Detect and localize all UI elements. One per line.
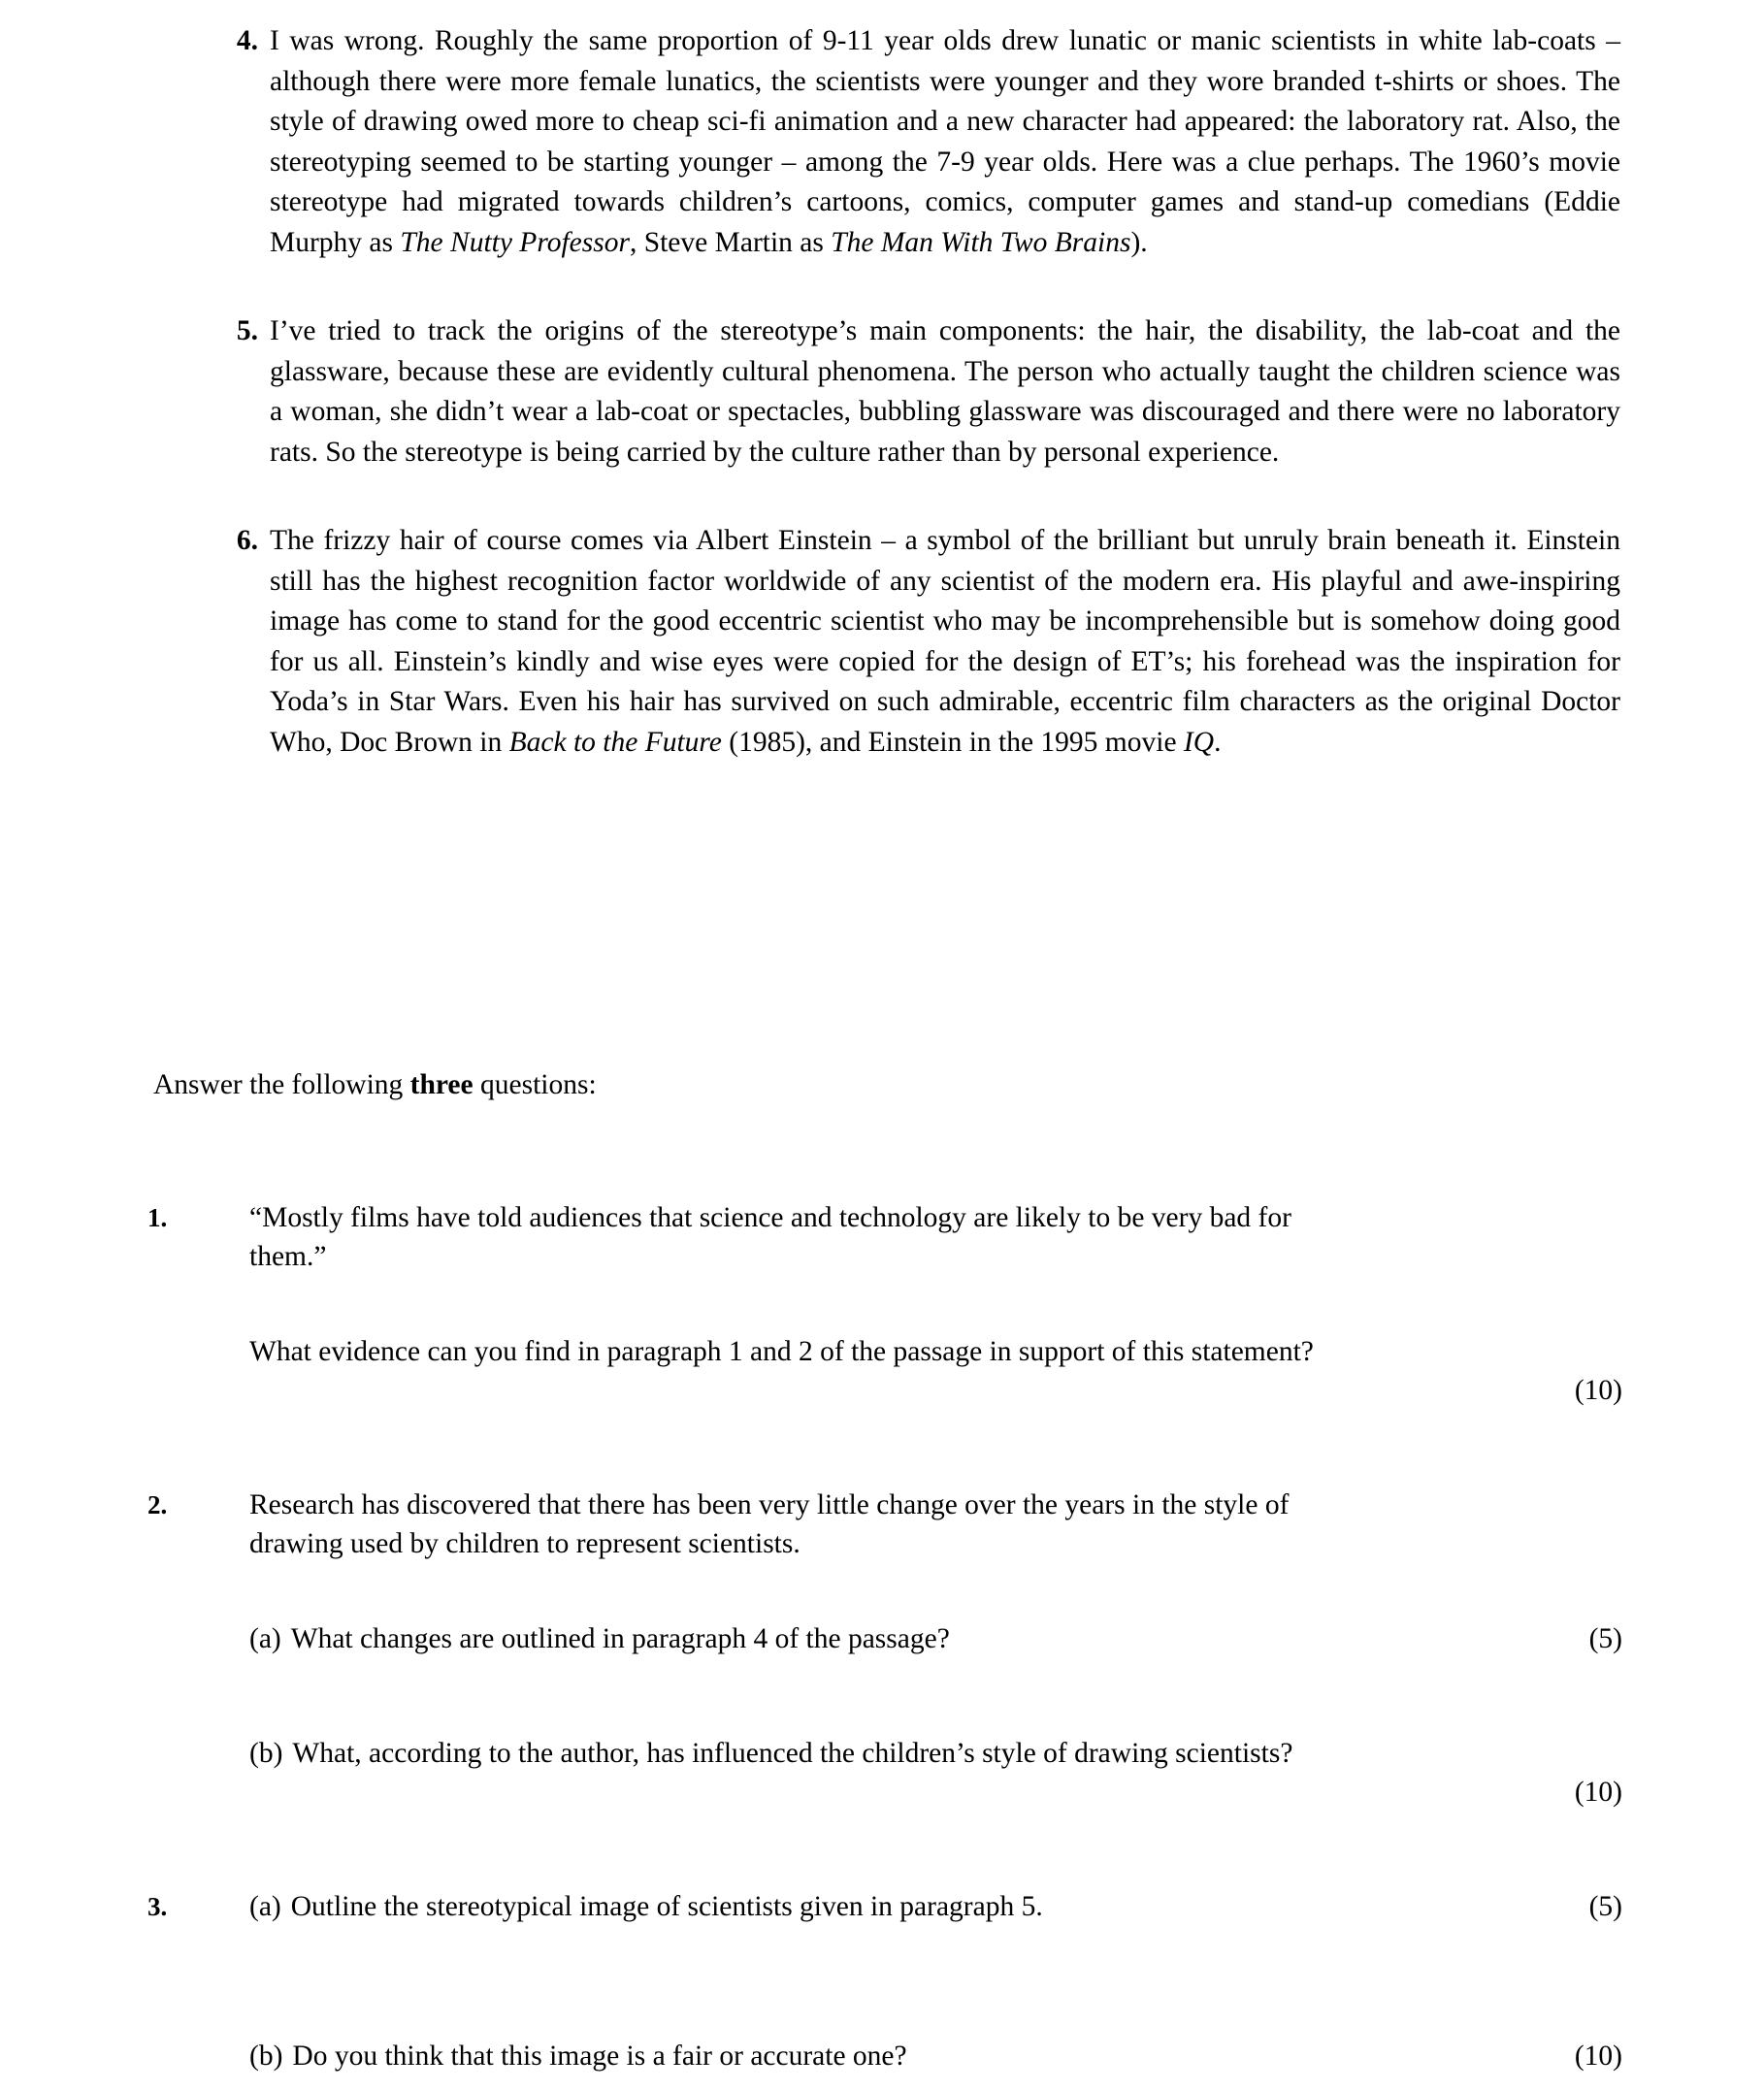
question-item xyxy=(147,1198,1622,1410)
question-stem-line-1: Research has discovered that there has been very little change over the years in the style of xyxy=(249,1489,1290,1520)
paragraph-number: 5. xyxy=(236,315,258,346)
passage-section xyxy=(231,21,1620,811)
question-subpart xyxy=(249,1734,1622,1773)
question-number: 1. xyxy=(147,1203,168,1232)
paragraph-number: 4. xyxy=(236,25,258,56)
paragraph-segment-italic: IQ xyxy=(1183,726,1215,758)
question-body xyxy=(249,1887,1622,2075)
spacer xyxy=(249,1563,1622,1619)
subpart-text: Do you think that this image is a fair or accurate one? xyxy=(292,2041,907,2072)
spacer xyxy=(249,1926,1622,2002)
paragraph-segment-italic: Back to the Future xyxy=(508,726,722,758)
subpart-text: Outline the stereotypical image of scientists given in paragraph 5. xyxy=(290,1891,1043,1922)
subpart-text: What changes are outlined in paragraph 4 of the passage? xyxy=(290,1623,950,1654)
question-item xyxy=(147,1887,1622,2075)
subpart-marks: (10) xyxy=(1574,2041,1622,2072)
questions-section xyxy=(147,1198,1622,2075)
instruction-before: Answer the following xyxy=(153,1069,410,1100)
question-quote-line-1: “Mostly films have told audiences that science and technology are likely to be very bad for xyxy=(249,1202,1291,1233)
paragraph-segment: I was wrong. Roughly the same proportion of 9-11 year olds drew lunatic or manic scientists in white lab-coats – although there were more female lunatics, the scientists were younger and they wore branded t-shirts or shoes. The style of drawing owed more to cheap sci-fi animation and a new character had appeared: the laboratory rat. Also, the stereotyping seemed to be starting younger – among the 7-9 year olds. Here was a clue perhaps. The 1960’s movie stereotype had migrated towards children’s cartoons, comics, computer games and stand-up comedians (Eddie Murphy as xyxy=(270,25,1620,258)
subpart-marks: (10) xyxy=(1574,1777,1622,1808)
paragraph-segment: The frizzy hair of course comes via Albert Einstein – a symbol of the brilliant but unruly brain beneath it. Einstein still has the highest recognition factor worldwide of any scientist of the modern era. His playful and awe-inspiring image has come to stand for the good eccentric scientist who may be incomprehensible but is somehow doing good for us all. Einstein’s kindly and wise eyes were copied for the design of ET’s; his forehead was the inspiration for Yoda’s in Star Wars. Even his hair has survived on such admirable, eccentric film characters as the original Doctor Who, Doc Brown in xyxy=(270,525,1620,758)
spacer xyxy=(249,1276,1622,1332)
question-subpart xyxy=(249,1887,1622,1926)
paragraph-segment: , Steve Martin as xyxy=(629,226,832,258)
question-quote-line-2: them.” xyxy=(249,1241,327,1272)
question-body xyxy=(249,1486,1622,1812)
question-prompt: What evidence can you find in paragraph 1 and 2 of the passage in support of this statement? xyxy=(249,1336,1314,1367)
spacer xyxy=(147,1812,1622,1887)
question-number: 3. xyxy=(147,1892,168,1921)
subpart-marks: (5) xyxy=(1588,1623,1622,1654)
question-body xyxy=(249,1198,1622,1410)
paragraph-text xyxy=(270,21,1620,263)
question-subpart xyxy=(249,1619,1622,1658)
paragraph-segment: . xyxy=(1214,726,1222,758)
question-item xyxy=(147,1486,1622,1812)
paragraph-segment: ). xyxy=(1130,226,1148,258)
instruction-emphasis: three xyxy=(409,1069,474,1100)
subpart-marks: (5) xyxy=(1588,1891,1622,1922)
spacer xyxy=(249,2002,1622,2037)
paragraph-text xyxy=(270,311,1620,473)
subpart-text: What, according to the author, has influenced the children’s style of drawing scientists? xyxy=(292,1738,1293,1769)
subpart-label: (b) xyxy=(249,2041,283,2072)
paragraph-number: 6. xyxy=(236,525,258,556)
paragraph-text xyxy=(270,521,1620,763)
paragraph-segment: (1985), and Einstein in the 1995 movie xyxy=(721,726,1184,758)
answer-instruction xyxy=(153,1065,1609,1106)
question-number: 2. xyxy=(147,1490,168,1519)
passage-paragraph xyxy=(231,521,1620,763)
question-stem-line-2: drawing used by children to represent scientists. xyxy=(249,1528,800,1559)
passage-paragraph xyxy=(231,311,1620,473)
subpart-label: (a) xyxy=(249,1891,281,1922)
paragraph-segment: I’ve tried to track the origins of the stereotype’s main components: the hair, the disability, the lab-coat and the glassware, because these are evidently cultural phenomena. The person who actually taught the children science was a woman, she didn’t wear a lab-coat or spectacles, bubbling glassware was discouraged and there were no laboratory rats. So the stereotype is being carried by the culture rather than by personal experience. xyxy=(270,315,1620,468)
spacer xyxy=(249,1658,1622,1734)
question-subpart xyxy=(249,2037,1622,2075)
instruction-after: questions: xyxy=(473,1069,597,1100)
passage-paragraph xyxy=(231,21,1620,263)
subpart-label: (b) xyxy=(249,1738,283,1769)
paragraph-segment-italic: The Nutty Professor xyxy=(400,226,630,258)
paragraph-segment-italic: The Man With Two Brains xyxy=(831,226,1131,258)
question-marks: (10) xyxy=(1574,1375,1622,1406)
subpart-label: (a) xyxy=(249,1623,281,1654)
spacer xyxy=(147,1410,1622,1486)
